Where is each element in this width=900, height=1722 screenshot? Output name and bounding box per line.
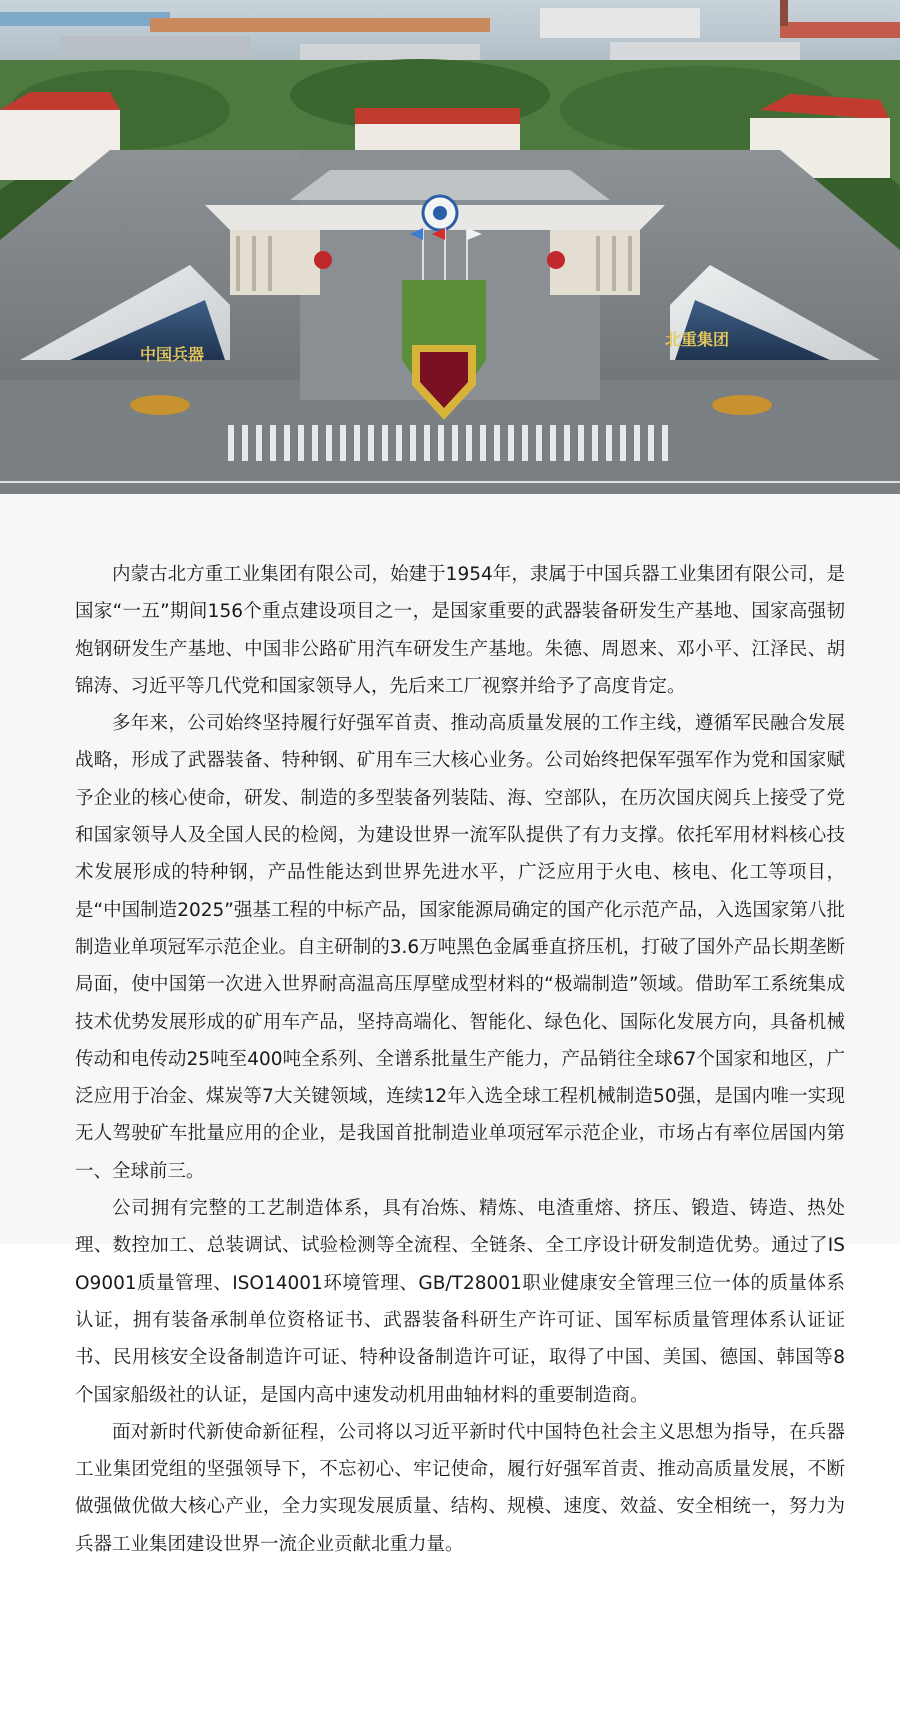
aerial-factory-gate-illustration xyxy=(0,0,900,494)
left-wing-sign: 中国兵器 xyxy=(140,345,205,364)
paragraph-2: 多年来，公司始终坚持履行好强军首责、推动高质量发展的工作主线，遵循军民融合发展战略，形成了武器装备、特种钢、矿用车三大核心业务。公司始终把保军强军作为党和国家赋予企业的核心使命，研发、制造的多型装备列装陆、海、空部队，在历次国庆阅兵上接受了党和国家领导人及全国人民的检阅，为建设世界一流军队提供了有力支撑。依托军用材料核心技术发展形成的特种钢，产品性能达到世界先进水平，广泛应用于火电、核电、化工等项目，是“中国制造2025”强基工程的中标产品，国家能源局确定的国产化示范产品，入选国家第八批制造业单项冠军示范企业。自主研制的3.6万吨黑色金属垂直挤压机，打破了国外产品长期垄断局面，使中国第一次进入世界耐高温高压厚壁成型材料的“极端制造”领域。借助军工系统集成技术优势发展形成的矿用车产品，坚持高端化、智能化、绿色化、国际化发展方向，具备机械传动和电传动25吨至400吨全系列、全谱系批量生产能力，产品销往全球67个国家和地区，广泛应用于冶金、煤炭等7大关键领域，连续12年入选全球工程机械制造50强，是国内唯一实现无人驾驶矿车批量应用的企业，是我国首批制造业单项冠军示范企业，市场占有率位居国内第一、全球前三。 xyxy=(75,713,845,1182)
paragraph-3: 公司拥有完整的工艺制造体系，具有冶炼、精炼、电渣重熔、挤压、锻造、铸造、热处理、数控加工、总装调试、试验检测等全流程、全链条、全工序设计研发制造优势。通过了ISO9001质量管理、ISO14001环境管理、GB/T28001职业健康安全管理三位一体的质量体系认证，拥有装备承制单位资格证书、武器装备科研生产许可证、国军标质量管理体系认证证书、民用核安全设备制造许可证、特种设备制造许可证，取得了中国、美国、德国、韩国等8个国家船级社的认证，是国内高中速发动机用曲轴材料的重要制造商。 xyxy=(75,1198,845,1406)
paragraph-1: 内蒙古北方重工业集团有限公司，始建于1954年，隶属于中国兵器工业集团有限公司，是国家“一五”期间156个重点建设项目之一，是国家重要的武器装备研发生产基地、国家高强韧炮钢研发生产基地、中国非公路矿用汽车研发生产基地。朱德、周恩来、邓小平、江泽民、胡锦涛、习近平等几代党和国家领导人，先后来工厂视察并给予了高度肯定。 xyxy=(75,564,845,697)
company-introduction xyxy=(75,556,845,1563)
article-section xyxy=(0,494,900,1722)
hero-photo xyxy=(0,0,900,494)
paragraph-4: 面对新时代新使命新征程，公司将以习近平新时代中国特色社会主义思想为指导，在兵器工业集团党组的坚强领导下，不忘初心、牢记使命，履行好强军首责、推动高质量发展，不断做强做优做大核心产业，全力实现发展质量、结构、规模、速度、效益、安全相统一，努力为兵器工业集团建设世界一流企业贡献北重力量。 xyxy=(75,1421,845,1555)
right-wing-sign: 北重集团 xyxy=(665,330,730,349)
